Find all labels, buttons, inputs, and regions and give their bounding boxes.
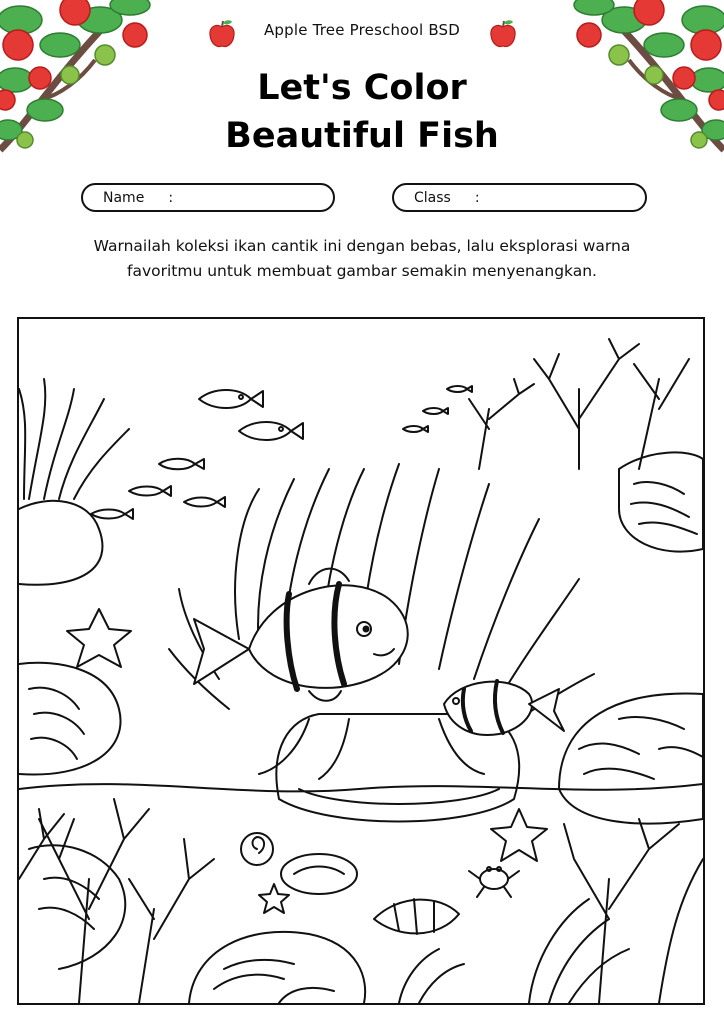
instructions-line-1: Warnailah koleksi ikan cantik ini dengan bebas, lalu eksplorasi warna (93, 237, 631, 255)
brain-coral-right (559, 693, 703, 1003)
instructions-line-2: favoritmu untuk membuat gambar semakin menyenangkan. (127, 262, 597, 280)
coral-right (469, 339, 703, 552)
name-colon: : (168, 189, 174, 206)
name-field[interactable] (81, 183, 335, 212)
clownfish-large (194, 569, 408, 701)
class-field[interactable] (392, 183, 647, 212)
instructions (40, 234, 684, 284)
coloring-picture (17, 317, 705, 1005)
class-label: Class (414, 189, 451, 206)
seaweed-left (19, 379, 129, 499)
starfish-small (259, 884, 289, 913)
brain-coral-bottom (29, 845, 365, 1003)
branching-coral-left (19, 799, 214, 1003)
coral-rock-left (19, 501, 121, 775)
starfish-left (67, 609, 131, 667)
clownfish-small (444, 681, 564, 735)
class-colon: : (474, 189, 480, 206)
page-title (0, 64, 724, 160)
title-line-2: Beautiful Fish (225, 116, 499, 156)
crab (469, 867, 519, 897)
apple-icon (487, 18, 519, 50)
school-name: Apple Tree Preschool BSD (263, 21, 461, 39)
seabed-line (19, 784, 703, 791)
title-line-1: Let's Color (257, 68, 467, 108)
small-fish-school (91, 386, 472, 519)
name-label: Name (103, 189, 145, 206)
starfish-right (491, 809, 547, 861)
